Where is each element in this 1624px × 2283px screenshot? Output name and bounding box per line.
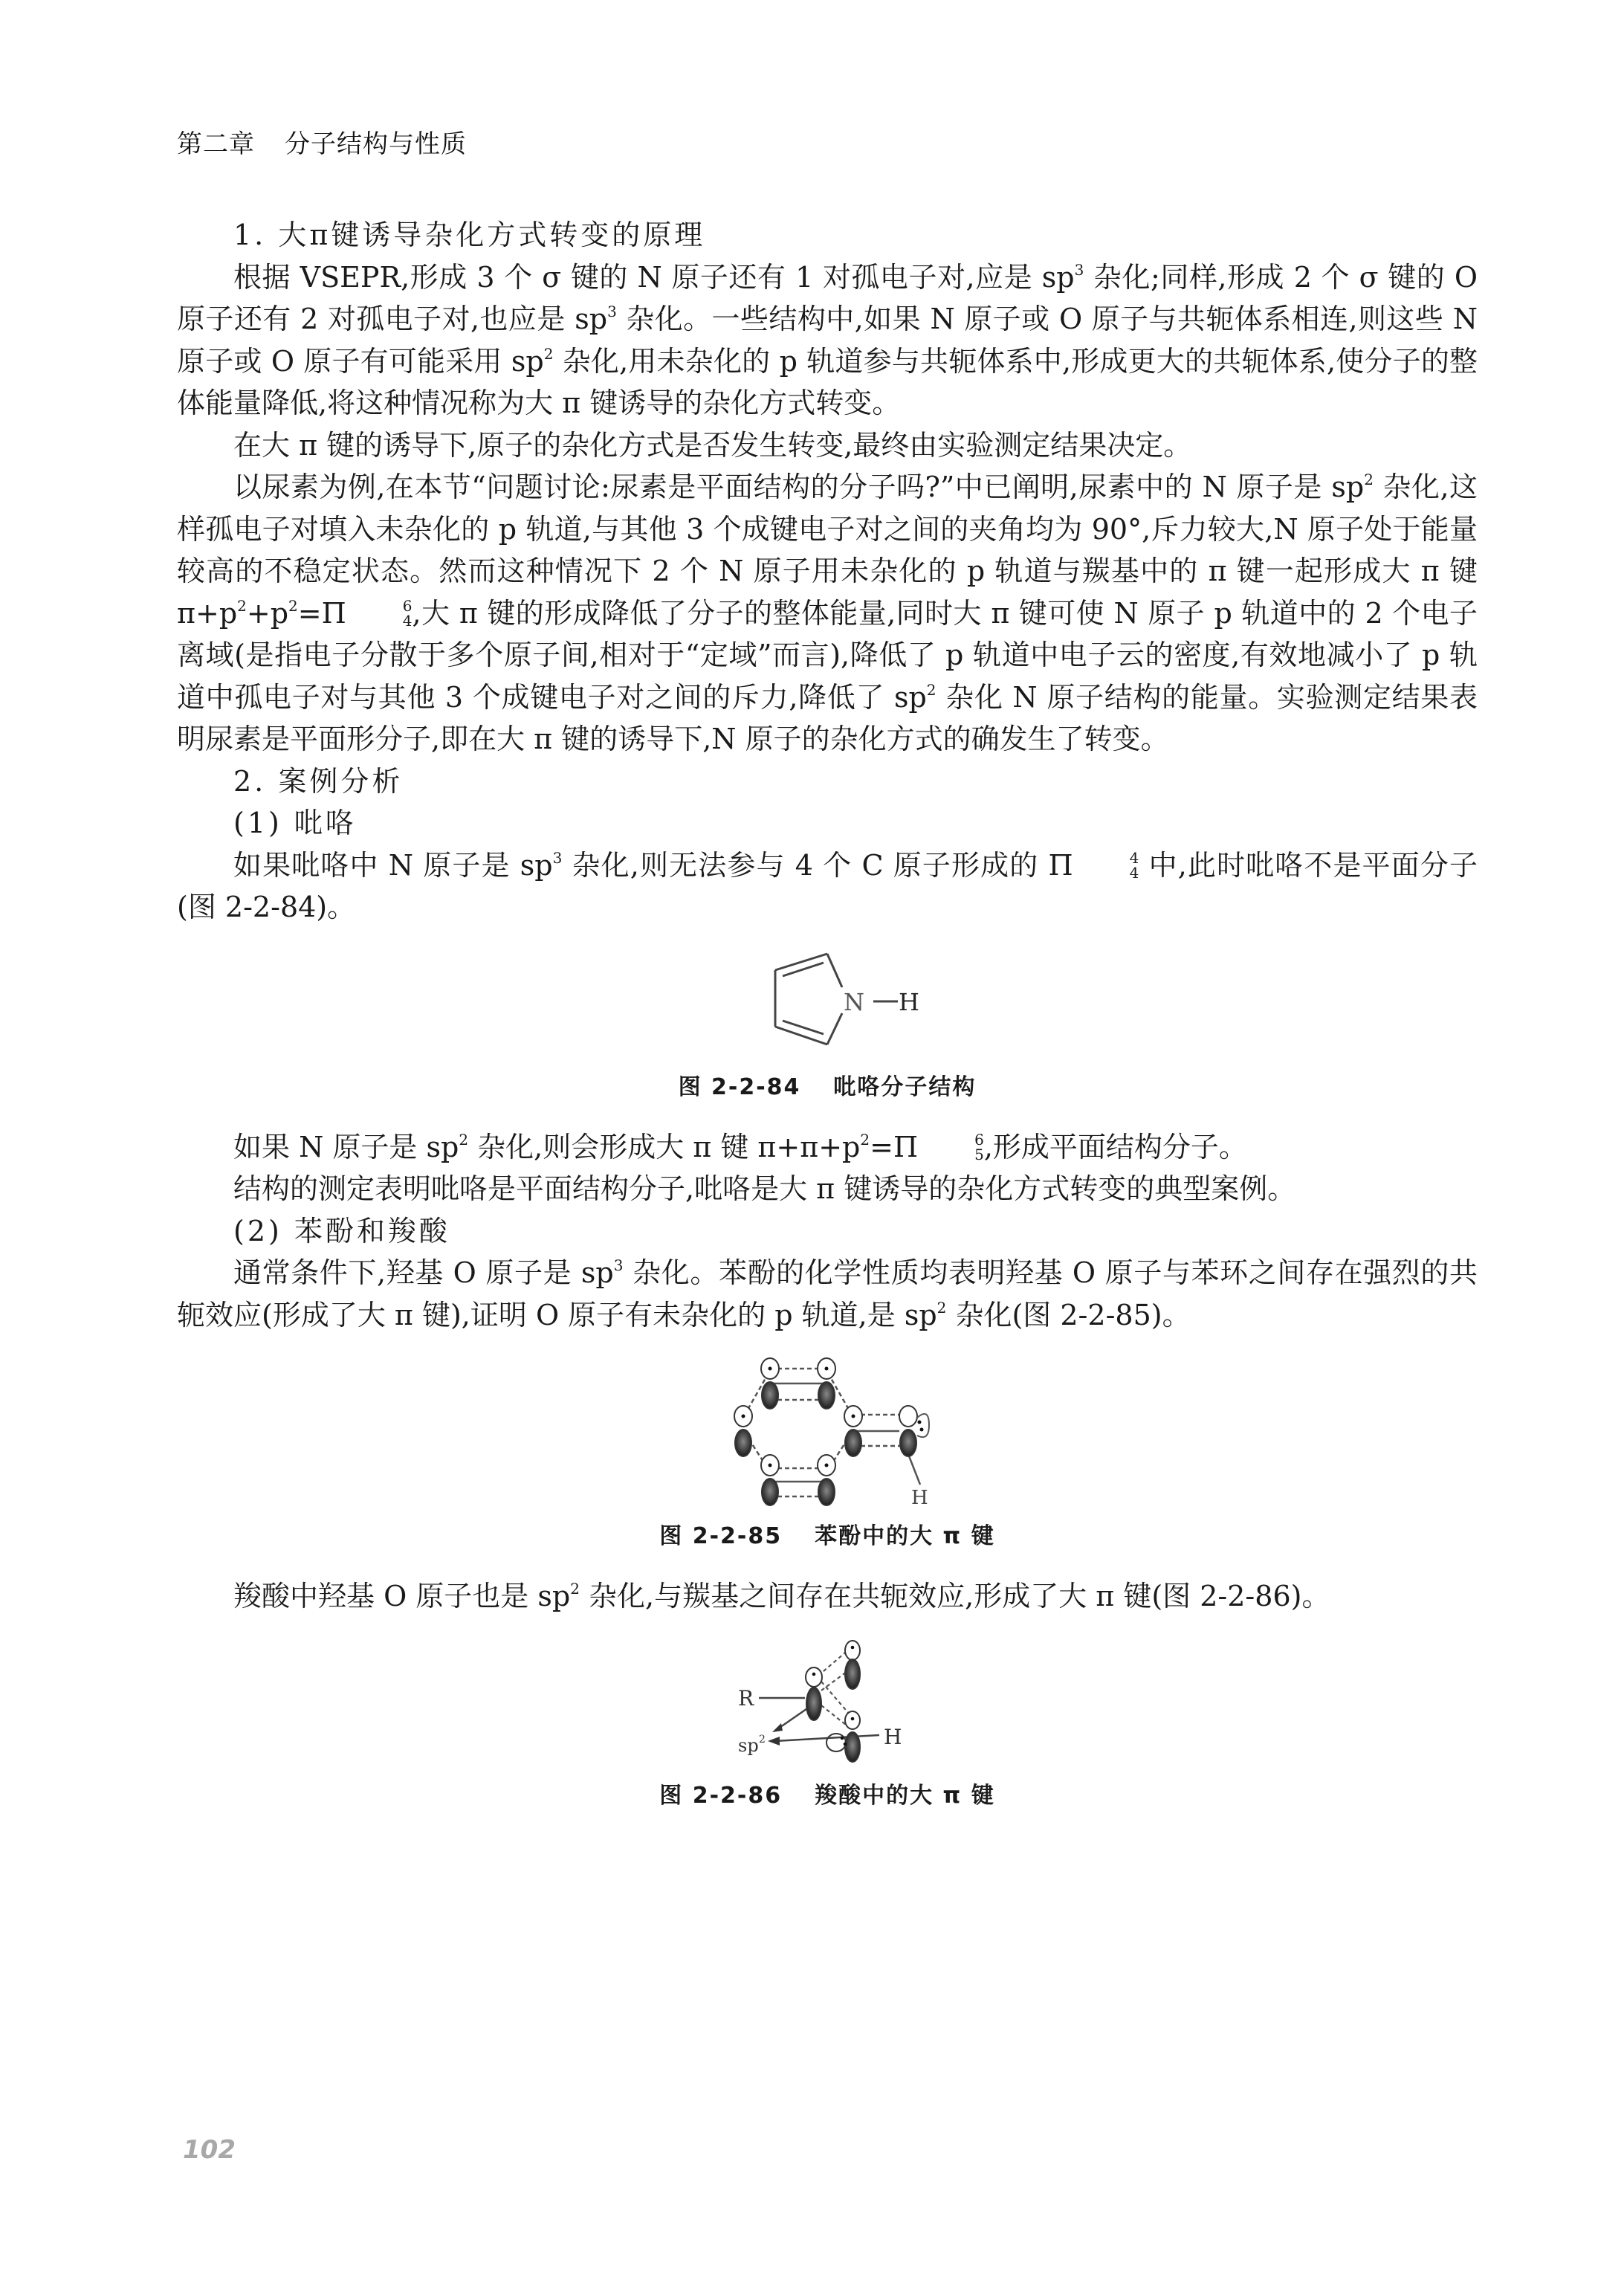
paragraph-phenol: 通常条件下,羟基 O 原子是 $sp^3$ 杂化。苯酚的化学性质均表明羟基 O 原子与苯环之间存在强烈的共轭效应(形成了大 π 键),证明 O 原子有未杂化的 p 轨道,是 $sp^2$ 杂化(图 2-2-85)。 xyxy=(177,1256,1478,1331)
paragraph-carboxylic-acid: 羧酸中羟基 O 原子也是 $sp^2$ 杂化,与羰基之间存在共轭效应,形成了大 π 键(图 2-2-86)。 xyxy=(233,1580,1330,1612)
figure-pyrrole xyxy=(177,954,1478,1101)
r-group-label: R xyxy=(738,1685,754,1711)
running-head xyxy=(177,123,467,160)
figure-caption-2-2-84: 图 2-2-84 吡咯分子结构 xyxy=(678,1073,977,1100)
paragraph-urea: 以尿素为例,在本节“问题讨论:尿素是平面结构的分子吗?”中已阐明,尿素中的 N 原子是 $sp^2$ 杂化,这样孤电子对填入未杂化的 p 轨道,与其他 3 个成键电子对之间的夹角均为 90°,斥力较大,N 原子处于能量较高的不稳定状态。然而这种情况下 2 个 N 原子用未杂化的 p 轨道与羰基中的 π 键一起形成大 π 键 $\pi+p^2+p^2=\Pi$ $^6$ 4 ,大 π 键的形成降低了分子的整体能量,同时大 π 键可使 N 原子 p 轨道中的 2 个电子离域(是指电子分散于多个原子间,相对于“定域”而言),降低了 p 轨道中电子云的密度,有效地减小了 p 轨道中孤电子对与其他 3 个成键电子对之间的斥力,降低了 $sp^2$ 杂化 N 原子结构的能量。实验测定结果表明尿素是平面形分子,即在大 π 键的诱导下,N 原子的杂化方式的确发生了转变。 xyxy=(177,471,1478,755)
chapter-label: 第二章 xyxy=(177,129,255,159)
paragraph-pyrrole-sp3: 如果吡咯中 N 原子是 $sp^3$ 杂化,则无法参与 4 个 C 原子形成的 Π $^4$ 4 中,此时吡咯不是平面分子(图 2-2-84)。 xyxy=(177,848,1478,923)
subsection-heading-phenol-acid: (2) 苯酚和羧酸 xyxy=(233,1214,450,1247)
figure-phenol xyxy=(177,1358,1478,1550)
sp-hybrid-label: sp xyxy=(738,1734,759,1756)
section-heading-cases: 2. 案例分析 xyxy=(233,764,404,798)
figure-caption-2-2-85: 图 2-2-85 苯酚中的大 π 键 xyxy=(659,1523,995,1549)
section-heading-principle: 1. 大π键诱导杂化方式转变的原理 xyxy=(233,219,706,251)
figure-caption-2-2-86: 图 2-2-86 羧酸中的大 π 键 xyxy=(659,1782,995,1809)
hydrogen-atom-label: H xyxy=(911,1487,928,1509)
page-number: 102 xyxy=(183,2135,236,2165)
phenol-pi-bond-diagram xyxy=(734,1358,928,1509)
hydrogen-atom-label: H xyxy=(899,987,919,1016)
nitrogen-atom-label: N xyxy=(844,987,864,1016)
chapter-title: 分子结构与性质 xyxy=(285,129,467,159)
paragraph-pyrrole-sp2: 如果 N 原子是 $sp^2$ 杂化,则会形成大 π 键 $\pi+\pi+p^2=\Pi$ $^6$ 5 ,形成平面结构分子。 xyxy=(233,1130,1247,1163)
subsection-heading-pyrrole: (1) 吡咯 xyxy=(233,807,357,839)
pyrrole-structure-diagram xyxy=(745,954,919,1058)
page-body xyxy=(177,214,1478,1817)
figure-carboxylic-acid xyxy=(177,1640,1478,1809)
sp-hybrid-superscript: 2 xyxy=(759,1733,766,1746)
paragraph-induction: 在大 π 键的诱导下,原子的杂化方式是否发生转变,最终由实验测定结果决定。 xyxy=(233,428,1192,462)
carboxylic-acid-pi-bond-diagram xyxy=(731,1640,924,1766)
paragraph-pyrrole-conclusion: 结构的测定表明吡咯是平面结构分子,吡咯是大 π 键诱导的杂化方式转变的典型案例。 xyxy=(233,1172,1296,1205)
paragraph-vsepr: 根据 VSEPR,形成 3 个 σ 键的 N 原子还有 1 对孤电子对,应是 $sp^3$ 杂化;同样,形成 2 个 σ 键的 O 原子还有 2 对孤电子对,也应是 $sp^3$ 杂化。一些结构中,如果 N 原子或 O 原子与共轭体系相连,则这些 N 原子或 O 原子有可能采用 $sp^2$ 杂化,用未杂化的 p 轨道参与共轭体系中,形成更大的共轭体系,使分子的整体能量降低,将这种情况称为大 π 键诱导的杂化方式转变。 xyxy=(177,260,1478,419)
hydrogen-atom-label: H xyxy=(884,1724,902,1749)
